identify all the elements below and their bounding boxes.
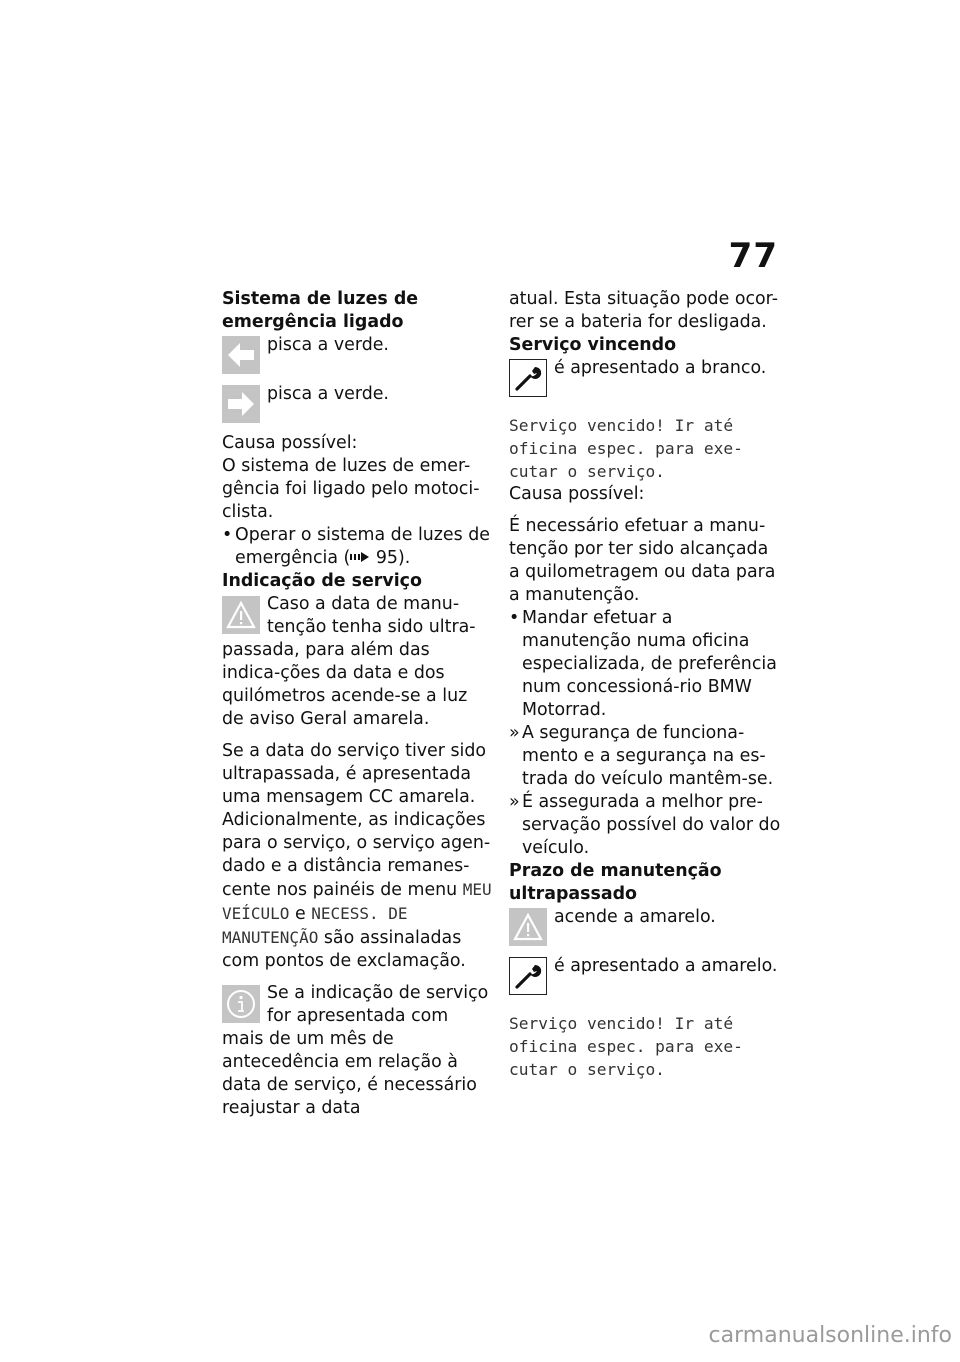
- right-arrow-text: pisca a verde.: [267, 384, 389, 404]
- hazard-heading: Sistema de luzes de emergência ligado: [222, 289, 419, 332]
- left-arrow-text: pisca a verde.: [267, 335, 389, 355]
- service-heading: Indicação de serviço: [222, 571, 422, 591]
- result-chevron-icon: »: [509, 792, 520, 812]
- bullet-item: [222, 524, 492, 570]
- cause-text-right: É necessário efetuar a manu-tenção por ter sido alcançada a quilometragem ou data para a manutenção.: [509, 516, 776, 605]
- general-warning-icon: [509, 908, 547, 946]
- cause-label: Causa possível:: [222, 433, 358, 453]
- service-paragraph-1: Caso a data de manu-tenção tenha sido ultra-passada, para além das indica-ções da data e dos quilómetros acende-se a luz de aviso Geral amarela.: [222, 594, 476, 729]
- menu-maintenance: NECESS. DE MANUTENÇÃO: [222, 904, 408, 947]
- wrench-icon: [509, 957, 547, 995]
- service-paragraph-2: Se a data do serviço tiver sido ultrapassada, é apresentada uma mensagem CC amarela. Adicionalmente, as indicações para o serviço, o serviço agen-dado e a distância remanes-cente nos painéis de menu MEU VEÍCULO e NECESS. DE MANUTENÇÃO são assinaladas com pontos de exclamação.: [222, 741, 492, 971]
- bullet-item-right: • Mandar efetuar a manutenção numa oficina especializada, de preferência num concessioná-rio BMW Motorrad.: [509, 608, 777, 720]
- cause-label-right: Causa possível:: [509, 484, 645, 504]
- and-word: e: [294, 904, 306, 924]
- right-column: [509, 288, 781, 1081]
- result-item-2: » É assegurada a melhor pre-servação possível do valor do veículo.: [509, 792, 781, 858]
- continued-text: atual. Esta situação pode ocor-rer se a bateria for desligada.: [509, 289, 778, 332]
- overdue-heading: Prazo de manutenção ultrapassado: [509, 861, 722, 904]
- wrench-icon: [509, 359, 547, 397]
- left-column: [222, 288, 492, 1120]
- result-chevron-icon: »: [509, 723, 520, 743]
- bullet-text: Operar o sistema de luzes de emergência (: [235, 525, 490, 568]
- info-text: Se a indicação de serviço for apresentada com mais de um mês de antecedência em relação à data de serviço, é necessário reajustar a data: [222, 983, 489, 1118]
- menu-my-vehicle: MEU VEÍCULO: [222, 880, 492, 923]
- service-due-text: é apresentado a branco.: [554, 358, 767, 378]
- overdue-warning-text: acende a amarelo.: [554, 907, 716, 927]
- service-block: [222, 593, 492, 731]
- info-block: [222, 982, 492, 1120]
- overdue-warning-row: [509, 906, 781, 946]
- overdue-wrench-text: é apresentado a amarelo.: [554, 956, 778, 976]
- info-icon: [222, 985, 260, 1023]
- right-arrow-icon: [222, 385, 260, 423]
- service-due-message: Serviço vencido! Ir até oficina espec. para exe-cutar o serviço.: [509, 416, 743, 481]
- overdue-wrench-row: [509, 955, 781, 995]
- service-due-heading: Serviço vincendo: [509, 335, 677, 355]
- footer-watermark: carmanualsonline.info: [708, 1323, 952, 1348]
- result-item-1: » A segurança de funciona-mento e a segurança na es-trada do veículo mantêm-se.: [509, 723, 774, 789]
- overdue-message: Serviço vencido! Ir até oficina espec. para exe-cutar o serviço.: [509, 1014, 743, 1079]
- right-arrow-row: [222, 383, 492, 423]
- general-warning-icon: [222, 596, 260, 634]
- cause-text: O sistema de luzes de emer-gência foi ligado pelo motoci-clista.: [222, 456, 480, 522]
- bullet-dot: •: [222, 525, 233, 545]
- left-arrow-icon: [222, 336, 260, 374]
- page-number: 77: [728, 236, 778, 276]
- page-reference-arrow-icon: [350, 551, 370, 563]
- service-due-row: [509, 357, 781, 397]
- page-reference: 95).: [375, 548, 411, 568]
- bullet-dot: •: [509, 608, 520, 628]
- left-arrow-row: [222, 334, 492, 374]
